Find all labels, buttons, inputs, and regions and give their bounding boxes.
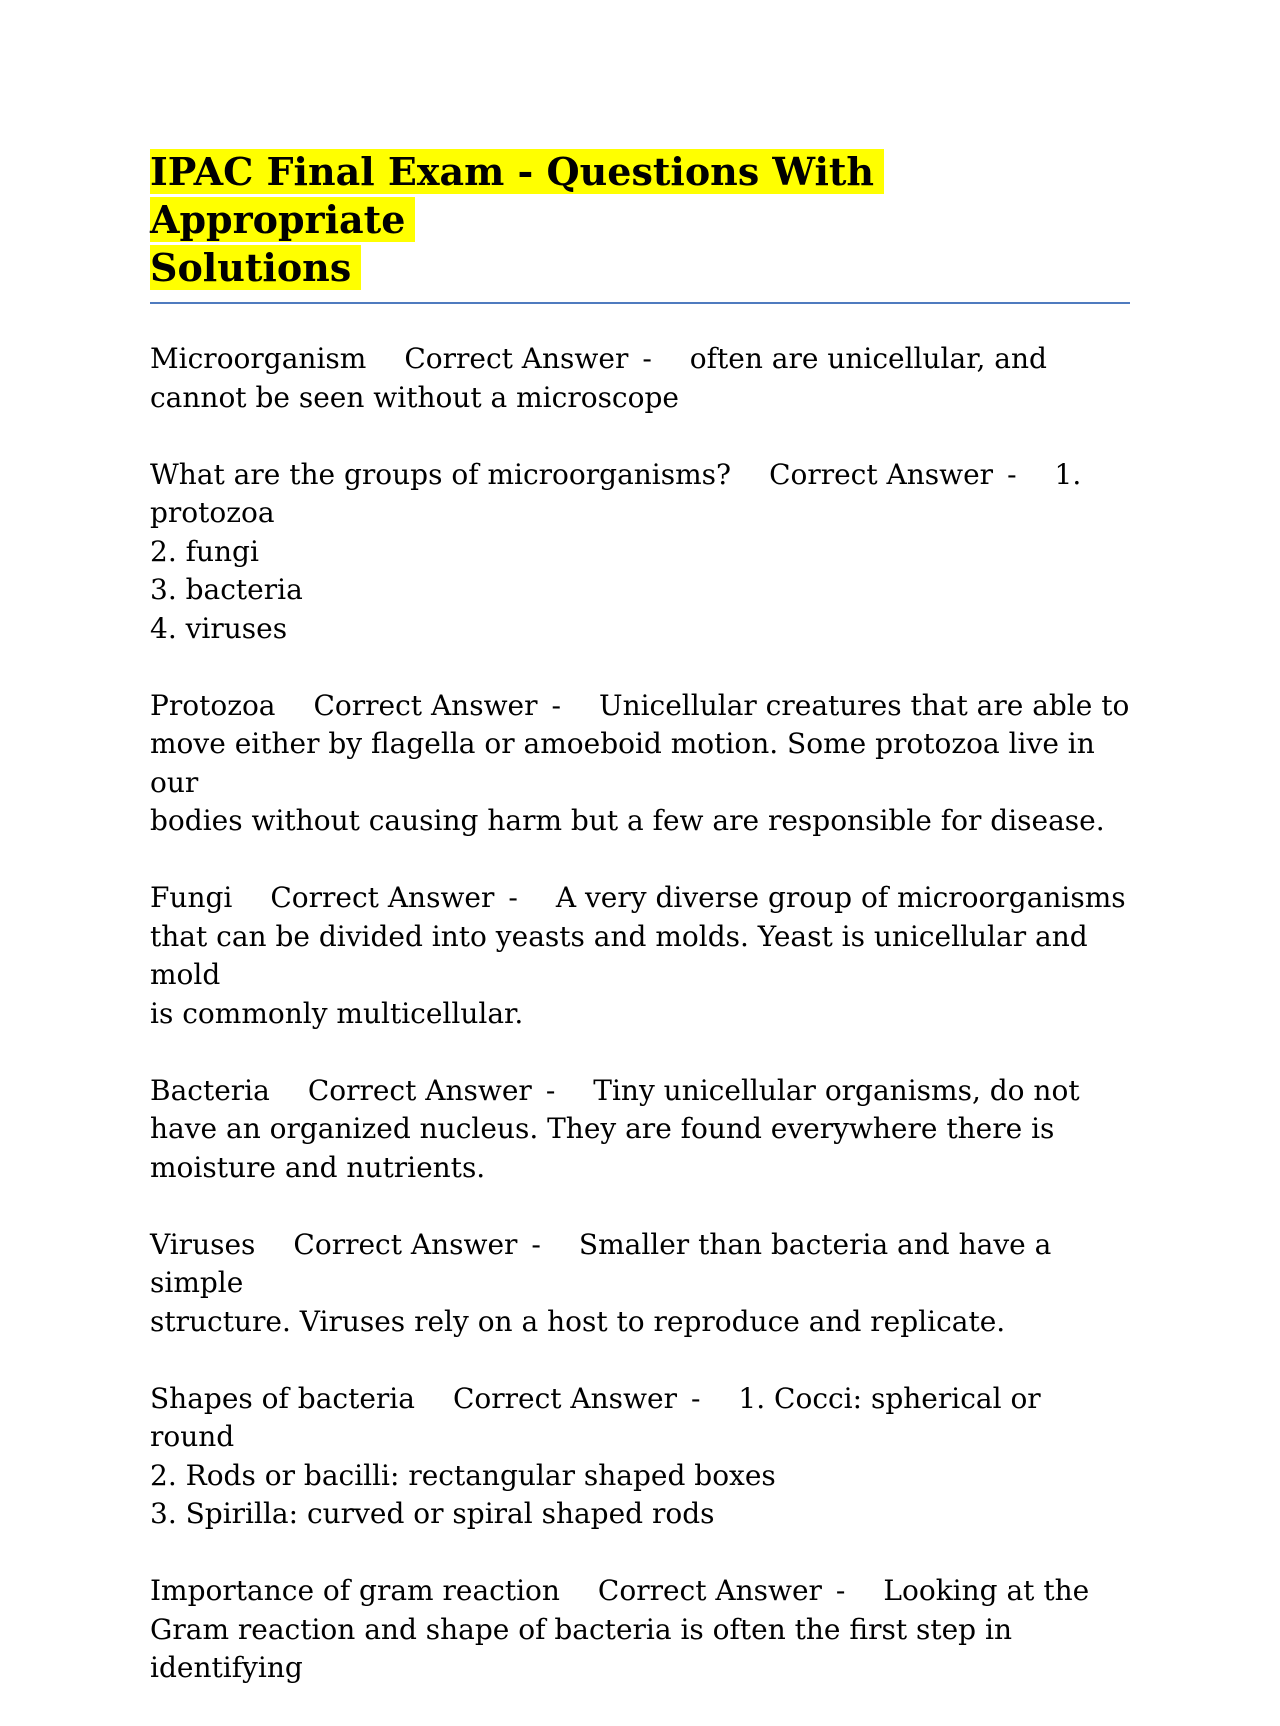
answer-continuation-line: bodies without causing harm but a few are responsible for disease. bbox=[150, 804, 1105, 837]
answer-separator: - bbox=[551, 688, 561, 722]
qa-item bbox=[150, 879, 1130, 1033]
answer-continuation-line: protozoa bbox=[150, 496, 275, 529]
title-line-1: IPAC Final Exam - Questions With Appropriate bbox=[150, 149, 884, 242]
answer-continuation-line: cannot be seen without a microscope bbox=[150, 380, 679, 414]
question-text: Shapes of bacteria bbox=[150, 1381, 415, 1415]
qa-first-line bbox=[150, 1072, 1130, 1111]
answer-continuation-line: move either by flagella or amoeboid motion. Some protozoa live in our bbox=[150, 727, 1095, 799]
answer-continuation-line: 2. Rods or bacilli: rectangular shaped boxes bbox=[150, 1458, 776, 1492]
document-page bbox=[150, 148, 1130, 1726]
answer-text: Unicellular creatures that are able to bbox=[598, 688, 1130, 722]
title-divider bbox=[150, 302, 1130, 304]
qa-item bbox=[150, 1072, 1130, 1188]
answer-separator: - bbox=[642, 342, 652, 375]
answer-separator: - bbox=[1007, 457, 1017, 491]
question-text: Viruses bbox=[150, 1227, 256, 1261]
qa-item bbox=[150, 340, 1130, 417]
question-text: What are the groups of microorganisms? bbox=[150, 457, 732, 491]
question-text: Protozoa bbox=[150, 688, 276, 722]
qa-item bbox=[150, 1572, 1130, 1688]
question-text: Fungi bbox=[150, 881, 233, 914]
answer-continuation-line: structure. Viruses rely on a host to reproduce and replicate. bbox=[150, 1304, 1006, 1338]
qa-list bbox=[150, 340, 1130, 1688]
answer-text: A very diverse group of microorganisms bbox=[555, 881, 1126, 914]
answer-continuation-line: moisture and nutrients. bbox=[150, 1150, 486, 1184]
correct-answer-label: Correct Answer bbox=[307, 1073, 532, 1107]
answer-separator: - bbox=[835, 1574, 846, 1607]
answer-text: Tiny unicellular organisms, do not bbox=[593, 1073, 1080, 1107]
qa-first-line bbox=[150, 1226, 1130, 1303]
qa-item bbox=[150, 1226, 1130, 1342]
correct-answer-label: Correct Answer bbox=[313, 688, 538, 722]
qa-first-line bbox=[150, 1380, 1130, 1457]
qa-item bbox=[150, 687, 1130, 841]
correct-answer-label: Correct Answer bbox=[404, 342, 629, 375]
qa-first-line bbox=[150, 879, 1130, 918]
correct-answer-label: Correct Answer bbox=[769, 457, 994, 491]
answer-continuation-line: 4. viruses bbox=[150, 611, 288, 645]
document-title bbox=[150, 148, 1130, 302]
qa-item bbox=[150, 1380, 1130, 1534]
correct-answer-label: Correct Answer bbox=[452, 1381, 677, 1415]
qa-first-line bbox=[150, 340, 1130, 379]
question-text: Importance of gram reaction bbox=[150, 1574, 560, 1607]
answer-separator: - bbox=[531, 1227, 541, 1261]
answer-continuation-line: Gram reaction and shape of bacteria is often the first step in identifying bbox=[150, 1612, 1012, 1684]
answer-continuation-line: that can be divided into yeasts and molds. Yeast is unicellular and mold bbox=[150, 919, 1088, 991]
answer-separator: - bbox=[545, 1073, 556, 1107]
question-text: Bacteria bbox=[150, 1073, 270, 1107]
answer-text: 1. Cocci: spherical or round bbox=[150, 1381, 1041, 1453]
question-text: Microorganism bbox=[150, 342, 367, 375]
qa-first-line bbox=[150, 456, 1130, 495]
correct-answer-label: Correct Answer bbox=[293, 1227, 518, 1261]
answer-text: Smaller than bacteria and have a simple bbox=[150, 1227, 1052, 1299]
qa-item bbox=[150, 456, 1130, 649]
qa-first-line bbox=[150, 687, 1130, 726]
title-line-2: Solutions bbox=[150, 245, 361, 290]
answer-continuation-line: 2. fungi bbox=[150, 534, 259, 568]
answer-continuation-line: 3. bacteria bbox=[150, 573, 303, 606]
answer-continuation-line: 3. Spirilla: curved or spiral shaped rods bbox=[150, 1497, 715, 1530]
answer-continuation-line: is commonly multicellular. bbox=[150, 996, 524, 1030]
answer-text: 1. bbox=[1054, 457, 1082, 491]
answer-text: Looking at the bbox=[883, 1574, 1090, 1607]
answer-continuation-line: have an organized nucleus. They are found everywhere there is bbox=[150, 1112, 1055, 1145]
correct-answer-label: Correct Answer bbox=[270, 881, 495, 914]
qa-first-line bbox=[150, 1572, 1130, 1611]
answer-separator: - bbox=[508, 881, 518, 914]
correct-answer-label: Correct Answer bbox=[597, 1574, 822, 1607]
answer-separator: - bbox=[690, 1381, 701, 1415]
answer-text: often are unicellular, and bbox=[689, 342, 1047, 375]
